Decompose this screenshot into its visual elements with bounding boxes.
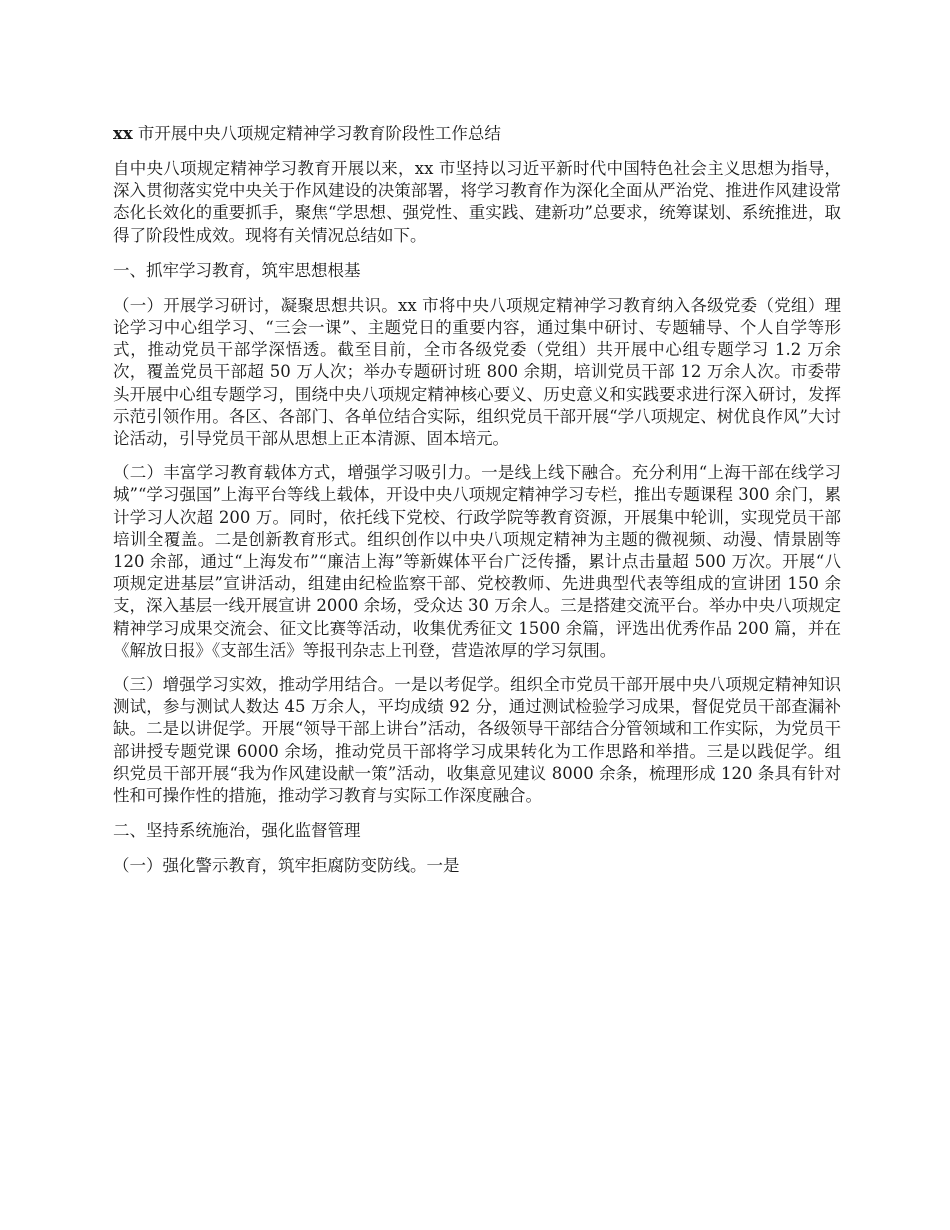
- section-1-heading: 一、抓牢学习教育，筑牢思想根基: [113, 260, 361, 280]
- intro-paragraph: 自中央八项规定精神学习教育开展以来，xx 市坚持以习近平新时代中国特色社会主义思想为指导，深入贯彻落实党中央关于作风建设的决策部署，将学习教育作为深化全面从严治党、推进作风建设常态化长效化的重要抓手，聚焦“学思想、强党性、重实践、建新功”总要求，统筹谋划、系统推进，取得了阶段性成效。现将有关情况总结如下。: [113, 159, 841, 245]
- section-1-paragraph-3: （三）增强学习实效，推动学用结合。一是以考促学。组织全市党员干部开展中央八项规定精神知识测试，参与测试人数达 45 万余人，平均成绩 92 分，通过测试检验学习成果，督促党员干部查漏补缺。二是以讲促学。开展“领导干部上讲台”活动，各级领导干部结合分管领域和工作实际，为党员干部讲授专题党课 6000 余场，推动党员干部将学习成果转化为工作思路和举措。三是以践促学。组织党员干部开展“我为作风建设献一策”活动，收集意见建议 8000 余条，梳理形成 120 条具有针对性和可操作性的措施，推动学习教育与实际工作深度融合。: [113, 675, 841, 806]
- title-text: 市开展中央八项规定精神学习教育阶段性工作总结: [132, 124, 501, 143]
- section-2-heading: 二、坚持系统施治，强化监督管理: [113, 821, 361, 841]
- section-2-paragraph-1: （一）强化警示教育，筑牢拒腐防变防线。一是: [113, 856, 460, 876]
- section-1-paragraph-1: （一）开展学习研讨，凝聚思想共识。xx 市将中央八项规定精神学习教育纳入各级党委（党组）理论学习中心组学习、“三会一课”、主题党日的重要内容，通过集中研讨、专题辅导、个人自学等形式，推动党员干部学深悟透。截至目前，全市各级党委（党组）共开展中心组专题学习 1.2 万余次，覆盖党员干部超 50 万人次；举办专题研讨班 800 余期，培训党员干部 12 万余人次。市委带头开展中心组专题学习，围绕中央八项规定精神核心要义、历史意义和实践要求进行深入研讨，发挥示范引领作用。各区、各部门、各单位结合实际，组织党员干部开展“学八项规定、树优良作风”大讨论活动，引导党员干部从思想上正本清源、固本培元。: [113, 295, 841, 449]
- section-1-paragraph-2: （二）丰富学习教育载体方式，增强学习吸引力。一是线上线下融合。充分利用“上海干部在线学习城”“学习强国”上海平台等线上载体，开设中央八项规定精神学习专栏，推出专题课程 300 余门，累计学习人次超 200 万。同时，依托线下党校、行政学院等教育资源，开展集中轮训，实现党员干部培训全覆盖。二是创新教育形式。组织创作以中央八项规定精神为主题的微视频、动漫、情景剧等 120 余部，通过“上海发布”“廉洁上海”等新媒体平台广泛传播，累计点击量超 500 万次。开展“八项规定进基层”宣讲活动，组建由纪检监察干部、党校教师、先进典型代表等组成的宣讲团 150 余支，深入基层一线开展宣讲 2000 余场，受众达 30 万余人。三是搭建交流平台。举办中央八项规定精神学习成果交流会、征文比赛等活动，收集优秀征文 1500 余篇，评选出优秀作品 200 篇，并在《解放日报》《支部生活》等报刊杂志上刊登，营造浓厚的学习氛围。: [113, 463, 841, 660]
- title-prefix: xx: [113, 124, 133, 143]
- document-title: [113, 122, 841, 146]
- document-page: [113, 122, 841, 889]
